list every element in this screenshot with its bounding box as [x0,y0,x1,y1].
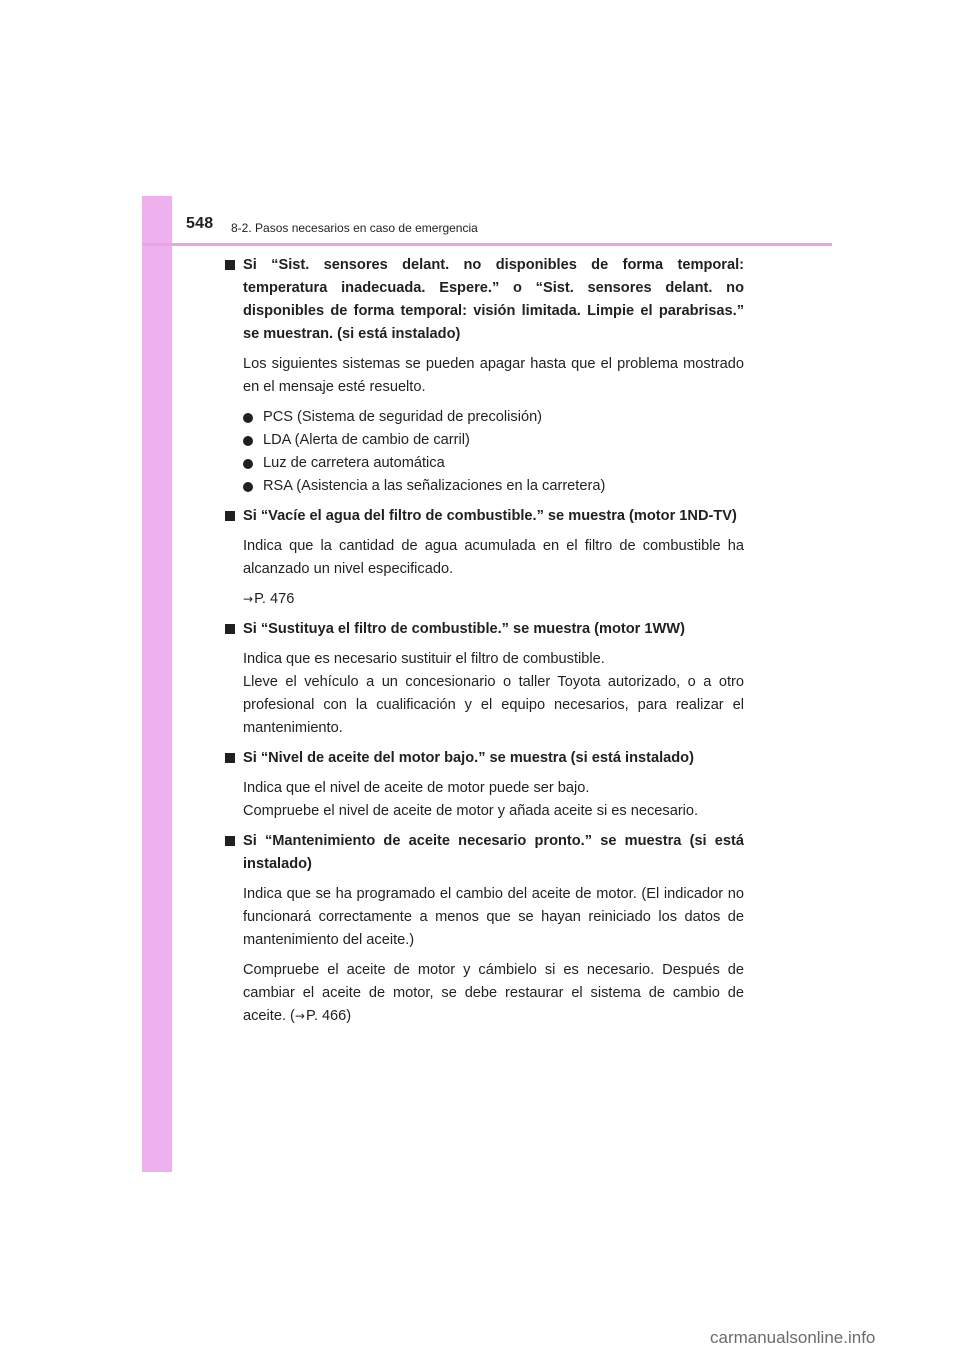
section-replace-fuel-filter [222,618,744,740]
page-reference[interactable]: P. 466 [305,1008,347,1024]
section-oil-maintenance [222,830,744,1028]
list-item-text: RSA (Asistencia a las señalizaciones en la carretera) [263,478,606,494]
watermark: carmanualsonline.info [710,1328,876,1347]
paragraph [243,959,744,1028]
bullet-dot-icon [243,482,253,492]
list-item [243,452,744,475]
paragraph: Indica que el nivel de aceite de motor puede ser bajo. [243,780,590,796]
section-square-icon [225,511,235,521]
paragraph: Los siguientes sistemas se pueden apagar hasta que el problema mostrado en el mensaje esté resuelto. [243,356,744,395]
bullet-list [243,406,744,498]
paragraph: Indica que se ha programado el cambio del aceite de motor. (El indicador no funcionará correctamente a menos que se hayan reiniciado los datos de mantenimiento del aceite.) [243,886,744,948]
page-reference-text: P. 476 [254,591,295,607]
chapter-title: 8-2. Pasos necesarios en caso de emergencia [231,221,478,235]
page-reference[interactable] [243,588,744,611]
arrow-right-icon: → [243,592,254,606]
list-item [243,406,744,429]
section-heading: Si “Sist. sensores delant. no disponibles de forma temporal: temperatura inadecuada. Espere.” o “Sist. sensores delant. no disponibles de forma temporal: visión limitada. Limpie el parabrisas.” se muestran. (si está instalado) [243,257,744,342]
section-low-oil-level [222,747,744,823]
paragraph: Indica que la cantidad de agua acumulada en el filtro de combustible ha alcanzado un nivel especificado. [243,538,744,577]
section-square-icon [225,753,235,763]
paragraph: Indica que es necesario sustituir el filtro de combustible. [243,651,605,667]
list-item [243,475,744,498]
list-item-text: PCS (Sistema de seguridad de precolisión) [263,409,543,425]
paragraph-text: ) [346,1008,352,1024]
list-item-text: Luz de carretera automática [263,455,445,471]
paragraph: Lleve el vehículo a un concesionario o taller Toyota autorizado, o a otro profesional con la cualificación y el equipo necesarios, para realizar el mantenimiento. [243,674,744,736]
list-item-text: LDA (Alerta de cambio de carril) [263,432,470,448]
page-number: 548 [186,215,214,232]
section-front-sensors [222,254,744,498]
section-heading: Si “Mantenimiento de aceite necesario pronto.” se muestra (si está instalado) [243,833,744,872]
section-heading: Si “Vacíe el agua del filtro de combustible.” se muestra (motor 1ND-TV) [243,508,737,524]
header-rule [142,243,832,246]
arrow-right-icon: → [294,1009,305,1023]
page-content [222,254,744,1035]
paragraph: Compruebe el nivel de aceite de motor y añada aceite si es necesario. [243,803,699,819]
bullet-dot-icon [243,436,253,446]
section-square-icon [225,260,235,270]
paragraph-text: Compruebe el aceite de motor y cámbielo si es necesario. Después de cambiar el aceite de motor, se debe restaurar el sistema de cambio de aceite. ( [243,962,744,1024]
bullet-dot-icon [243,413,253,423]
list-item [243,429,744,452]
section-fuel-filter-water [222,505,744,611]
section-square-icon [225,836,235,846]
chapter-sidebar-tab [142,196,172,1172]
section-heading: Si “Nivel de aceite del motor bajo.” se muestra (si está instalado) [243,750,694,766]
bullet-dot-icon [243,459,253,469]
section-square-icon [225,624,235,634]
section-heading: Si “Sustituya el filtro de combustible.” se muestra (motor 1WW) [243,621,685,637]
